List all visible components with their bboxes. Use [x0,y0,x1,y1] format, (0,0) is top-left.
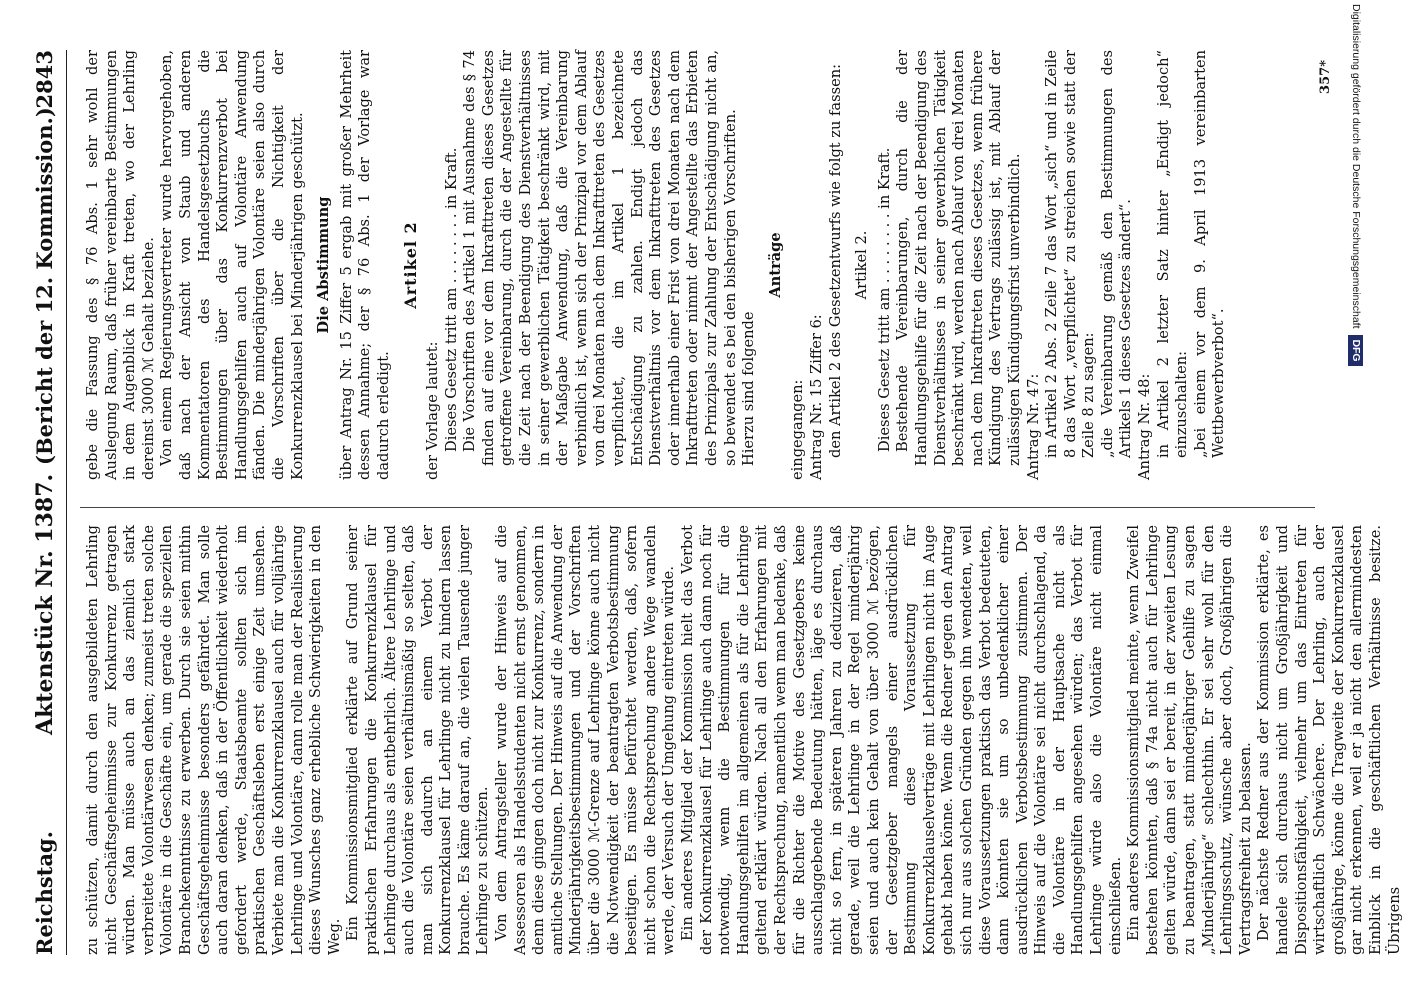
page-number: 2843 [32,50,57,109]
left-paragraph: Ein anderes Kommissionsmitglied meinte, wenn Zweifel bestehen könnten, daß § 74a nicht auch für Lehrlinge gelten würde, dann sei er bereit, in der zweiten Lesung zu beantragen, statt minderjähriger Gehilfe zu sagen „Minderjährige“ schlechthin. Er sei sehr wohl für den Lehrlingsschutz, wünsche aber doch, Großjährigen die Vertragsfreiheit zu belassen. [1125,525,1254,955]
left-paragraph: Von dem Antragsteller wurde der Hinweis auf die Assessoren als Handelsstudenten nicht ernst genommen, denn diese gingen doch nicht zur Konkurrenz, sondern in amtliche Stellungen. Der Hinweis auf die Anwendung der Minderjährigkeitsbestimmungen und der Vorschriften über die 3000 ℳ-Grenze auf Lehrlinge könne auch nicht die Notwendigkeit der beantragten Verbotsbestimmung beseitigen. Es müsse befürchtet werden, daß, sofern nicht schon die Rechtsprechung andere Wege wandeln werde, der Versuch der Umgehung eintreten würde. [493,525,678,955]
section-heading-antraege: Anträge [766,232,784,298]
digitization-credit [1346,4,1366,1000]
dfg-logo: DFG [1348,335,1363,365]
signature-code: 357* [1318,60,1333,94]
section-heading-abstimmung: Die Abstimmung [315,196,333,334]
motion-label-48: Antrag Nr. 48: [1136,373,1154,480]
motion-heading-artikel-2: Artikel 2. [853,230,871,300]
motion-quote-48: „bei einem vor dem 9. April 1913 vereinbarten Wettbewerbverbot“. [1191,50,1228,458]
right-paragraph: Hierzu sind folgende [740,311,758,466]
credit-text: Digitalisierung gefördert durch die Deutsche Forschungsgemeinschaft [1350,4,1362,329]
left-column [84,525,1403,955]
left-paragraph: Ein anderes Mitglied der Kommission hielt das Verbot der Konkurrenzklausel für Lehrlinge auch dann noch für notwendig, wenn die Bestimmungen für die Handlungsgehilfen im allgemeinen als für die Lehrlinge geltend erklärt würden. Nach all den Erfahrungen mit der Rechtsprechung, namentlich wenn man bedenke, daß für die Richter die Motive des Gesetzgebers keine ausschlaggebende Bedeutung hätten, läge es durchaus nicht so fern, in späteren Jahren zu deduzieren, daß gerade, weil die Lehrlinge in der Regel minderjährig seien und auch kein Gehalt von über 3000 ℳ bezögen, der Gesetzgeber mangels einer ausdrücklichen Bestimmung diese Voraussetzung für Konkurrenzklauselverträge mit Lehrlingen nicht im Auge gehabt haben könne. Wenn die Redner gegen den Antrag sich nur aus solchen Gründen gegen ihn wendeten, weil diese Voraussetzungen praktisch das Verbot bedeuteten, dann könnten sie um so unbedenklicher einer ausdrücklichen Verbotsbestimmung zustimmen. Der Hinweis auf die Volontäre sei nicht durchschlagend, da die Volontäre in der Hauptsache nicht als Handlungsgehilfen angesehen würden; das Verbot für Lehrlinge würde also die Volontäre nicht einmal einschließen. [679,525,1124,955]
left-paragraph: zu schützen, damit durch den ausgebildeten Lehrling nicht Geschäftsgeheimnisse zur Konkurrenz getragen würden. Man müsse auch an das ziemlich stark verbreitete Volontärwesen denken; zumeist treten solche Volontäre in die Geschäfte ein, um gerade die speziellen Branchekenntnisse zu erwerben. Durch sie seien mithin Geschäftsgeheimnisse besonders gefährdet. Man solle auch daran denken, daß in der Öffentlichkeit wiederholt gefordert werde, Staatsbeamte sollten sich im praktischen Geschäftsleben erst einige Zeit umsehen. Verbiete man die Konkurrenzklausel auch für volljährige Lehrlinge und Volontäre, dann rolle man der Realisierung dieses Wunsches ganz erhebliche Schwierigkeiten in den Weg. [84,525,343,955]
header-document-number: Aktenstück Nr. 1387. [32,473,58,735]
right-paragraph: der Vorlage lautet: [424,341,442,480]
motion-label-47: Antrag Nr. 47: [1024,373,1042,480]
motion-text-47: in Artikel 2 Abs. 2 Zeile 7 das Wort „sich“ und in Zeile 8 das Wort „verpflichtet“ zu streichen sowie statt der Zeile 8 zu sagen: [1043,50,1098,458]
motion-label-15: Antrag Nr. 15 Ziffer 6: [807,314,825,480]
right-paragraph: gebe die Fassung des § 76 Abs. 1 sehr wohl der Auslegung Raum, daß früher vereinbarte Bestimmungen in dem Augenblick in Kraft treten, wo der Lehrling dereinst 3000 ℳ Gehalt beziehe. [84,50,157,480]
right-paragraph: eingegangen: [789,379,807,480]
column-divider [80,507,1315,508]
motion-text-15: den Artikel 2 des Gesetzentwurfs wie folgt zu fassen: [826,63,844,458]
section-heading-artikel-2: Artikel 2 [400,221,420,309]
quoted-law-text [443,50,741,480]
right-paragraph: Von einem Regierungsvertreter wurde hervorgehoben, daß nach der Ansicht von Staub und anderen Kommentatoren des Handelsgesetzbuchs die Bestimmungen über das Konkurrenzverbot bei Handlungsgehilfen auch auf Volontäre Anwendung fänden. Die minderjährigen Volontäre seien also durch die Vorschriften über die Nichtigkeit der Konkurrenzklausel bei Minderjährigen geschützt. [158,50,306,480]
right-column [84,50,1314,480]
motion-quoted-text [876,50,1025,480]
motion-text-48: in Artikel 2 letzter Satz hinter „Endigt jedoch“ einzuschalten: [1154,50,1191,458]
left-paragraph: Der nächste Redner aus der Kommission erklärte, es handele sich durchaus nicht um Großjährigkeit und Dispositionsfähigkeit, vielmehr um das Eintreten für wirtschaftlich Schwächere. Der Lehrling, auch der großjährige, könne die Tragweite der Konkurrenzklausel gar nicht erkennen, weil er ja nicht den allermindesten Einblick in die geschäftlichen Verhältnisse besitze. Übrigens [1255,525,1403,955]
header-report-title: (Bericht der 12. Kommission.) [32,107,57,465]
quote-paragraph: Bestehende Vereinbarungen, durch die der Handlungsgehilfe für die Zeit nach der Beendigung des Dienstverhältnisses in seiner gewerblichen Tätigkeit beschränkt wird, werden nach Ablauf von drei Monaten nach dem Inkrafttreten dieses Gesetzes, wenn frühere Kündigung des Vertrags zulässig ist, mit Ablauf der zulässigen Kündigungsfrist unverbindlich. [894,50,1023,466]
quote-line: Dieses Gesetz tritt am . . . . . . . . in Kraft. [442,147,460,452]
right-paragraph: über Antrag Nr. 15 Ziffer 5 ergab mit großer Mehrheit dessen Annahme; der § 76 Abs. 1 der Vorlage war dadurch erledigt. [337,50,392,480]
page-header [22,50,72,955]
left-paragraph: Ein Kommissionsmitglied erklärte auf Grund seiner praktischen Erfahrungen die Konkurrenzklausel für Lehrlinge durchaus als entbehrlich. Ältere Lehrlinge und auch die Volontäre seien verhältnismäßig so selten, daß man sich dadurch an einem Verbot der Konkurrenzklausel für Lehrlinge nicht zu hindern lassen brauche. Es käme darauf an, die vielen Tausende junger Lehrlinge zu schützen. [344,525,492,955]
quote-paragraph: Die Vorschriften des Artikel 1 mit Ausnahme des § 74 finden auf eine vor dem Inkrafttreten dieses Gesetzes getroffene Vereinbarung, durch die der Angestellte für die Zeit nach der Beendigung des Dienstverhältnisses in seiner gewerblichen Tätigkeit beschränkt wird, mit der Maßgabe Anwendung, daß die Vereinbarung verbindlich ist, wenn sich der Prinzipal vor dem Ablauf von drei Monaten nach dem Inkrafttreten des Gesetzes verpflichtet, die im Artikel 1 bezeichnete Entschädigung zu zahlen. Endigt jedoch das Dienstverhältnis vor dem Inkrafttreten des Gesetzes oder innerhalb einer Frist von drei Monaten nach dem Inkrafttreten oder nimmt der Angestellte das Erbieten des Prinzipals zur Zahlung der Entschädigung nicht an, so bewendet es bei den bisherigen Vorschriften. [461,50,739,466]
motion-quote-47: „die Vereinbarung gemäß den Bestimmungen des Artikels 1 dieses Gesetzes ändert“. [1098,50,1135,458]
quote-line: Dieses Gesetz tritt am . . . . . . . . in Kraft. [875,147,893,452]
header-chamber: Reichstag. [32,831,57,955]
header-rule [66,50,67,955]
